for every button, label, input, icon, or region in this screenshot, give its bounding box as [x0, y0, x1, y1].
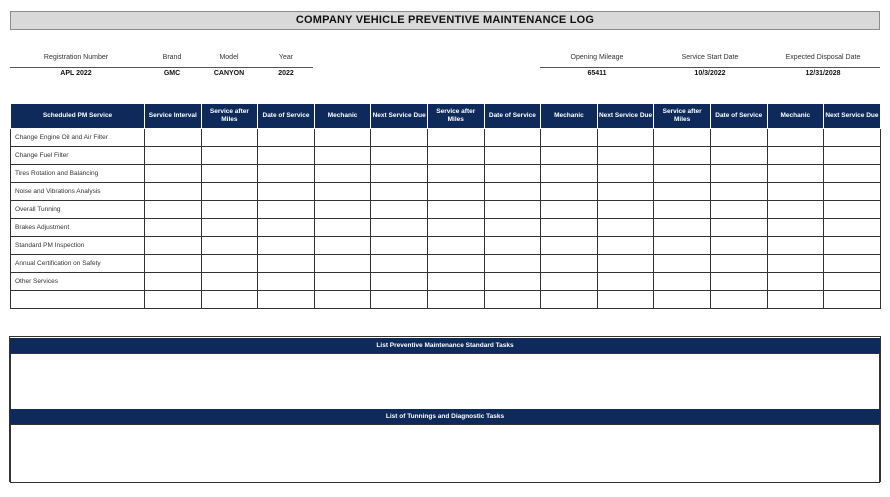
log-entry-cell[interactable]	[371, 165, 428, 183]
log-entry-cell[interactable]	[597, 201, 654, 219]
table-row	[11, 219, 881, 237]
log-entry-cell[interactable]	[145, 165, 202, 183]
header-service-interval: Service Interval	[145, 104, 202, 129]
log-entry-cell[interactable]	[145, 183, 202, 201]
log-entry-cell[interactable]	[427, 255, 484, 273]
opening-mileage-value[interactable]: 65411	[587, 70, 607, 77]
log-entry-cell[interactable]	[314, 237, 371, 255]
log-entry-cell[interactable]	[258, 219, 315, 237]
opening-mileage-label: Opening Mileage	[570, 54, 624, 61]
log-entry-cell[interactable]	[314, 165, 371, 183]
log-entry-cell[interactable]	[201, 201, 258, 219]
log-entry-cell[interactable]	[201, 183, 258, 201]
year-value[interactable]: 2022	[278, 70, 294, 77]
log-entry-cell[interactable]	[427, 147, 484, 165]
log-entry-cell[interactable]	[597, 183, 654, 201]
log-entry-cell[interactable]	[654, 129, 711, 147]
standard-tasks-area[interactable]	[10, 353, 880, 410]
log-entry-cell[interactable]	[824, 147, 881, 165]
registration-number-value[interactable]: APL 2022	[60, 70, 92, 77]
diagnostic-tasks-area[interactable]	[10, 424, 880, 483]
log-entry-cell[interactable]	[314, 129, 371, 147]
log-entry-cell[interactable]	[484, 165, 541, 183]
log-entry-cell[interactable]	[371, 147, 428, 165]
registration-number-label: Registration Number	[43, 54, 109, 61]
log-entry-cell[interactable]	[541, 129, 598, 147]
log-entry-cell[interactable]	[201, 237, 258, 255]
log-entry-cell[interactable]	[767, 237, 824, 255]
standard-tasks-header: List Preventive Maintenance Standard Tasks	[10, 338, 880, 353]
log-entry-cell[interactable]	[484, 201, 541, 219]
log-entry-cell[interactable]	[767, 129, 824, 147]
year-label: Year	[278, 54, 294, 61]
log-entry-cell[interactable]	[145, 273, 202, 291]
header-next-service-due: Next Service Due	[371, 104, 428, 129]
header-date-of-service: Date of Service	[258, 104, 315, 129]
log-entry-cell[interactable]	[258, 237, 315, 255]
log-entry-cell[interactable]	[710, 219, 767, 237]
page-title: COMPANY VEHICLE PREVENTIVE MAINTENANCE LOG	[10, 11, 880, 30]
expected-disposal-date-value[interactable]: 12/31/2028	[805, 70, 841, 77]
log-entry-cell[interactable]	[484, 255, 541, 273]
header-service-after-miles: Service after Miles	[654, 104, 711, 129]
log-entry-cell[interactable]	[201, 273, 258, 291]
header-mechanic: Mechanic	[767, 104, 824, 129]
log-entry-cell[interactable]	[710, 237, 767, 255]
log-entry-cell[interactable]	[541, 183, 598, 201]
log-entry-cell[interactable]	[484, 291, 541, 309]
log-entry-cell[interactable]	[767, 273, 824, 291]
log-entry-cell[interactable]	[824, 201, 881, 219]
opening-mileage-field	[545, 52, 649, 80]
log-entry-cell[interactable]	[258, 273, 315, 291]
table-row	[11, 165, 881, 183]
service-start-date-value[interactable]: 10/3/2022	[694, 70, 726, 77]
vehicle-info-divider	[10, 67, 313, 68]
log-entry-cell[interactable]	[710, 255, 767, 273]
log-entry-cell[interactable]	[767, 255, 824, 273]
log-entry-cell[interactable]	[597, 237, 654, 255]
log-entry-cell[interactable]	[427, 201, 484, 219]
log-entry-cell[interactable]	[654, 201, 711, 219]
log-entry-cell[interactable]	[824, 129, 881, 147]
log-entry-cell[interactable]	[201, 129, 258, 147]
log-entry-cell[interactable]	[371, 255, 428, 273]
log-entry-cell[interactable]	[824, 291, 881, 309]
log-entry-cell[interactable]	[371, 219, 428, 237]
log-entry-cell[interactable]	[767, 219, 824, 237]
log-entry-cell[interactable]	[201, 255, 258, 273]
log-entry-cell[interactable]	[145, 201, 202, 219]
log-entry-cell[interactable]	[145, 291, 202, 309]
model-field	[203, 52, 255, 80]
log-entry-cell[interactable]	[314, 147, 371, 165]
header-next-service-due: Next Service Due	[824, 104, 881, 129]
log-entry-cell[interactable]	[371, 237, 428, 255]
log-entry-cell[interactable]	[710, 147, 767, 165]
log-entry-cell[interactable]	[314, 255, 371, 273]
model-value[interactable]: CANYON	[213, 70, 245, 77]
brand-field	[146, 52, 198, 80]
log-entry-cell[interactable]	[824, 165, 881, 183]
log-entry-cell[interactable]	[427, 183, 484, 201]
registration-number-field	[28, 52, 124, 80]
diagnostic-tasks-header: List of Tunnings and Diagnostic Tasks	[10, 409, 880, 424]
table-row	[11, 129, 881, 147]
log-entry-cell[interactable]	[201, 165, 258, 183]
log-entry-cell[interactable]	[145, 237, 202, 255]
header-next-service-due: Next Service Due	[597, 104, 654, 129]
log-entry-cell[interactable]	[597, 255, 654, 273]
brand-label: Brand	[162, 54, 182, 61]
log-entry-cell[interactable]	[767, 291, 824, 309]
table-row	[11, 201, 881, 219]
log-entry-cell[interactable]	[541, 237, 598, 255]
log-entry-cell[interactable]	[201, 291, 258, 309]
log-entry-cell[interactable]	[597, 165, 654, 183]
log-entry-cell[interactable]	[597, 273, 654, 291]
table-row	[11, 255, 881, 273]
log-entry-cell[interactable]	[710, 183, 767, 201]
log-entry-cell[interactable]	[484, 147, 541, 165]
log-entry-cell[interactable]	[314, 291, 371, 309]
log-entry-cell[interactable]	[541, 165, 598, 183]
header-scheduled-pm-service: Scheduled PM Service	[11, 104, 145, 129]
log-entry-cell[interactable]	[258, 201, 315, 219]
log-entry-cell[interactable]	[824, 237, 881, 255]
log-entry-cell[interactable]	[145, 219, 202, 237]
table-row	[11, 291, 881, 309]
log-entry-cell[interactable]	[597, 129, 654, 147]
log-entry-cell[interactable]	[710, 201, 767, 219]
log-entry-cell[interactable]	[371, 291, 428, 309]
log-entry-cell[interactable]	[654, 273, 711, 291]
table-row	[11, 183, 881, 201]
log-entry-cell[interactable]	[710, 165, 767, 183]
log-entry-cell[interactable]	[258, 291, 315, 309]
service-name-cell[interactable]: Change Engine Oil and Air Filter	[11, 129, 145, 147]
log-entry-cell[interactable]	[767, 165, 824, 183]
log-entry-cell[interactable]	[767, 147, 824, 165]
log-entry-cell[interactable]	[767, 201, 824, 219]
log-entry-cell[interactable]	[541, 255, 598, 273]
log-entry-cell[interactable]	[541, 147, 598, 165]
log-entry-cell[interactable]	[824, 255, 881, 273]
log-entry-cell[interactable]	[258, 255, 315, 273]
log-entry-cell[interactable]	[654, 219, 711, 237]
log-entry-cell[interactable]	[427, 219, 484, 237]
service-start-date-field	[658, 52, 762, 80]
log-entry-cell[interactable]	[710, 291, 767, 309]
log-entry-cell[interactable]	[541, 219, 598, 237]
service-name-cell[interactable]: Change Fuel Filter	[11, 147, 145, 165]
table-row	[11, 147, 881, 165]
expected-disposal-date-label: Expected Disposal Date	[785, 54, 861, 61]
log-entry-cell[interactable]	[258, 147, 315, 165]
table-row	[11, 273, 881, 291]
log-entry-cell[interactable]	[597, 147, 654, 165]
log-entry-cell[interactable]	[654, 183, 711, 201]
log-entry-cell[interactable]	[258, 165, 315, 183]
log-entry-cell[interactable]	[597, 219, 654, 237]
model-label: Model	[219, 54, 239, 61]
log-entry-cell[interactable]	[371, 129, 428, 147]
log-entry-cell[interactable]	[145, 255, 202, 273]
year-field	[260, 52, 312, 80]
log-entry-cell[interactable]	[710, 273, 767, 291]
service-name-cell[interactable]	[11, 291, 145, 309]
log-entry-cell[interactable]	[145, 129, 202, 147]
service-name-cell[interactable]: Annual Certification on Safety	[11, 255, 145, 273]
log-entry-cell[interactable]	[427, 291, 484, 309]
table-row	[11, 237, 881, 255]
log-entry-cell[interactable]	[258, 183, 315, 201]
log-entry-cell[interactable]	[201, 219, 258, 237]
maintenance-log-table	[10, 103, 881, 309]
service-name-cell[interactable]: Standard PM Inspection	[11, 237, 145, 255]
log-entry-cell[interactable]	[201, 147, 258, 165]
log-entry-cell[interactable]	[371, 183, 428, 201]
table-header-row	[11, 104, 881, 129]
log-entry-cell[interactable]	[314, 183, 371, 201]
log-entry-cell[interactable]	[824, 219, 881, 237]
header-date-of-service: Date of Service	[710, 104, 767, 129]
service-name-cell[interactable]: Brakes Adjustment	[11, 219, 145, 237]
log-entry-cell[interactable]	[654, 291, 711, 309]
log-entry-cell[interactable]	[371, 273, 428, 291]
log-entry-cell[interactable]	[484, 183, 541, 201]
log-entry-cell[interactable]	[824, 273, 881, 291]
log-entry-cell[interactable]	[314, 201, 371, 219]
service-name-cell[interactable]: Other Services	[11, 273, 145, 291]
log-entry-cell[interactable]	[258, 129, 315, 147]
service-name-cell[interactable]: Tires Rotation and Balancing	[11, 165, 145, 183]
service-name-cell[interactable]: Overall Tunning	[11, 201, 145, 219]
log-entry-cell[interactable]	[824, 183, 881, 201]
log-entry-cell[interactable]	[484, 237, 541, 255]
log-entry-cell[interactable]	[710, 129, 767, 147]
log-entry-cell[interactable]	[371, 201, 428, 219]
log-entry-cell[interactable]	[597, 291, 654, 309]
log-entry-cell[interactable]	[427, 273, 484, 291]
log-entry-cell[interactable]	[654, 237, 711, 255]
header-date-of-service: Date of Service	[484, 104, 541, 129]
log-entry-cell[interactable]	[654, 165, 711, 183]
log-entry-cell[interactable]	[767, 183, 824, 201]
header-service-after-miles: Service after Miles	[201, 104, 258, 129]
log-entry-cell[interactable]	[314, 273, 371, 291]
log-entry-cell[interactable]	[427, 129, 484, 147]
log-entry-cell[interactable]	[314, 219, 371, 237]
header-mechanic: Mechanic	[541, 104, 598, 129]
log-entry-cell[interactable]	[541, 201, 598, 219]
brand-value[interactable]: GMC	[163, 70, 181, 77]
log-entry-cell[interactable]	[541, 291, 598, 309]
service-info-divider	[540, 67, 880, 68]
expected-disposal-date-field	[770, 52, 876, 80]
header-mechanic: Mechanic	[314, 104, 371, 129]
service-start-date-label: Service Start Date	[681, 54, 739, 61]
log-entry-cell[interactable]	[541, 273, 598, 291]
log-entry-cell[interactable]	[145, 147, 202, 165]
log-entry-cell[interactable]	[654, 147, 711, 165]
log-entry-cell[interactable]	[484, 273, 541, 291]
service-name-cell[interactable]: Noise and Vibrations Analysis	[11, 183, 145, 201]
log-entry-cell[interactable]	[484, 219, 541, 237]
log-entry-cell[interactable]	[654, 255, 711, 273]
log-entry-cell[interactable]	[484, 129, 541, 147]
log-entry-cell[interactable]	[427, 165, 484, 183]
header-service-after-miles: Service after Miles	[427, 104, 484, 129]
log-entry-cell[interactable]	[427, 237, 484, 255]
